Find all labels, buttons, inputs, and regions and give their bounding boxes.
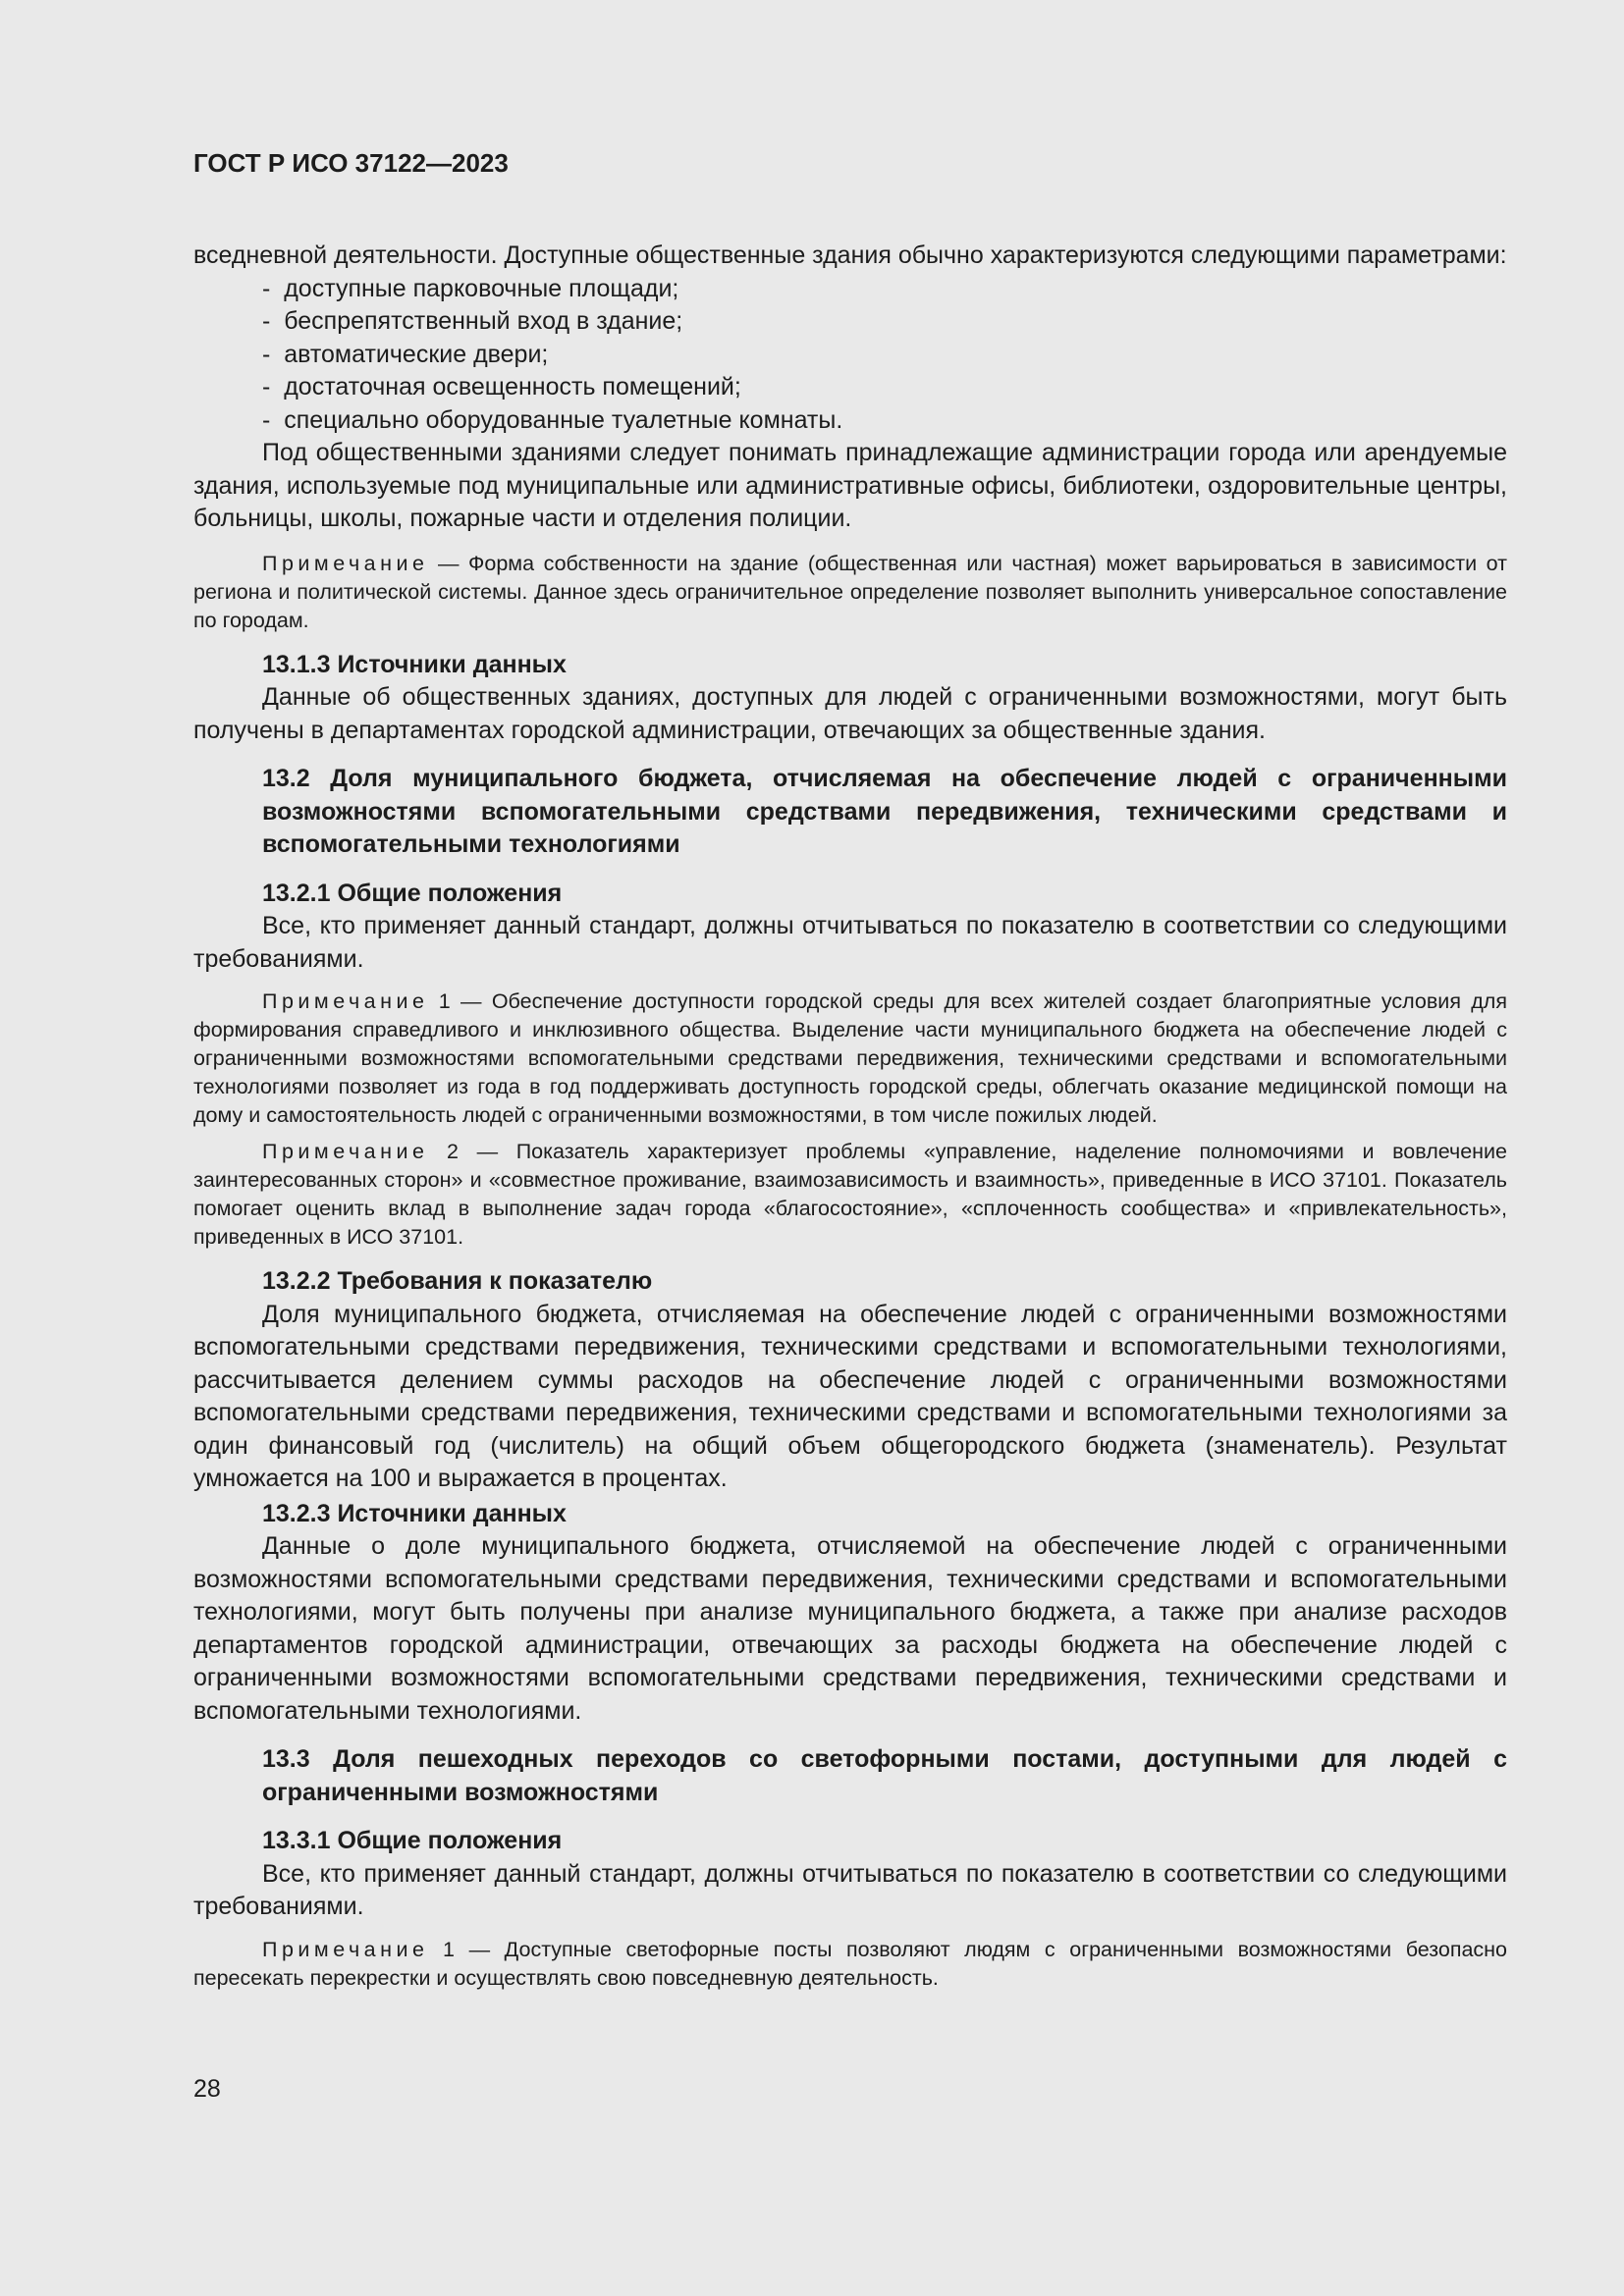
paragraph-13-2-2: Доля муниципального бюджета, отчисляемая на обеспечение людей с ограниченными возможностями вспомогательными средствами передвижения, техническими средствами и вспомогательными технологиями, рассчитывается делением суммы расходов на обеспечение людей с ограниченными возможностями вспомогательными средствами передвижения, техническими средствами и вспомогательными технологиями за один финансовый год (числитель) на общий объем общегородского бюджета (знаменатель). Результат умножается на 100 и выражается в процентах.	[193, 1300, 1507, 1492]
intro-paragraph: вседневной деятельности. Доступные общественные здания обычно характеризуются следующими параметрами:	[193, 241, 1507, 269]
heading-13-2-1: 13.2.1 Общие положения	[262, 879, 563, 907]
heading-13-2: 13.2 Доля муниципального бюджета, отчисляемая на обеспечение людей с ограниченными возможностями вспомогательными средствами передвижения, техническими средствами и вспомогательными технологиями	[262, 765, 1507, 858]
document-header: ГОСТ Р ИСО 37122—2023	[193, 148, 509, 178]
note-text: 1 — Обеспечение доступности городской среды для всех жителей создает благоприятные условия для формирования справедливого и инклюзивного общества. Выделение части муниципального бюджета на обеспечение людей с ограниченными возможностями вспомогательными средствами передвижения, техническими средствами и вспомогательными технологиями позволяет из года в год поддерживать доступность городской среды, облегчать оказание медицинской помощи на дому и самостоятельность людей с ограниченными возможностями, в том числе пожилых людей.	[193, 989, 1507, 1127]
paragraph-13-2-3: Данные о доле муниципального бюджета, отчисляемой на обеспечение людей с ограниченными возможностями вспомогательными средствами передвижения, техническими средствами и вспомогательными технологиями, могут быть получены при анализе муниципального бюджета, а также при анализе расходов департаментов городской администрации, отвечающих за расходы бюджета на обеспечение людей с ограниченными возможностями вспомогательными средствами передвижения, техническими средствами и вспомогательными технологиями.	[193, 1532, 1507, 1725]
heading-13-2-3: 13.2.3 Источники данных	[262, 1499, 567, 1527]
note-text: 1 — Доступные светофорные посты позволяют людям с ограниченными возможностями безопасно пересекать перекрестки и осуществлять свою повседневную деятельность.	[193, 1937, 1507, 1990]
note-13-3-1-1	[193, 1936, 1507, 1993]
heading-13-3-1: 13.3.1 Общие положения	[262, 1827, 563, 1854]
note-13-2-1-2	[193, 1138, 1507, 1252]
note-label: Примечание	[262, 1140, 429, 1163]
note-text: 2 — Показатель характеризует проблемы «управление, наделение полномочиями и вовлечение заинтересованных сторон» и «совместное проживание, взаимозависимость и взаимность», приведенные в ИСО 37101. Показатель помогает оценить вклад в выполнение задач города «благосостояние», «сплоченность сообщества» и «привлекательность», приведенных в ИСО 37101.	[193, 1140, 1507, 1249]
note-13-2-1-1	[193, 988, 1507, 1130]
list-item: - специально оборудованные туалетные комнаты.	[262, 405, 843, 434]
note-label: Примечание	[262, 551, 429, 575]
list-item: - доступные парковочные площади;	[262, 274, 679, 302]
paragraph-13-3-1: Все, кто применяет данный стандарт, должны отчитываться по показателю в соответствии со следующими требованиями.	[193, 1859, 1507, 1920]
heading-13-3: 13.3 Доля пешеходных переходов со светофорными постами, доступными для людей с ограниченными возможностями	[262, 1745, 1507, 1806]
heading-13-2-2: 13.2.2 Требования к показателю	[262, 1267, 653, 1295]
paragraph-13-2-1: Все, кто применяет данный стандарт, должны отчитываться по показателю в соответствии со следующими требованиями.	[193, 912, 1507, 973]
paragraph-13-1-3: Данные об общественных зданиях, доступных для людей с ограниченными возможностями, могут быть получены в департаментах городской администрации, отвечающих за общественные здания.	[193, 683, 1507, 744]
list-item: - достаточная освещенность помещений;	[262, 373, 741, 400]
list-item: - беспрепятственный вход в здание;	[262, 307, 683, 335]
building-parameters-list	[193, 273, 1507, 438]
note-text: — Форма собственности на здание (общественная или частная) может варьироваться в зависимости от региона и политической системы. Данное здесь ограничительное определение позволяет выполнить универсальное сопоставление по городам.	[193, 551, 1507, 632]
note-ownership	[193, 550, 1507, 635]
note-label: Примечание	[262, 1937, 429, 1961]
page-number: 28	[193, 2075, 221, 2103]
list-item: - автоматические двери;	[262, 340, 549, 368]
heading-13-1-3: 13.1.3 Источники данных	[262, 650, 567, 678]
note-label: Примечание	[262, 989, 429, 1013]
document-page	[193, 147, 1507, 1993]
public-buildings-paragraph: Под общественными зданиями следует понимать принадлежащие администрации города или арендуемые здания, используемые под муниципальные или административные офисы, библиотеки, оздоровительные центры, больницы, школы, пожарные части и отделения полиции.	[193, 439, 1507, 532]
